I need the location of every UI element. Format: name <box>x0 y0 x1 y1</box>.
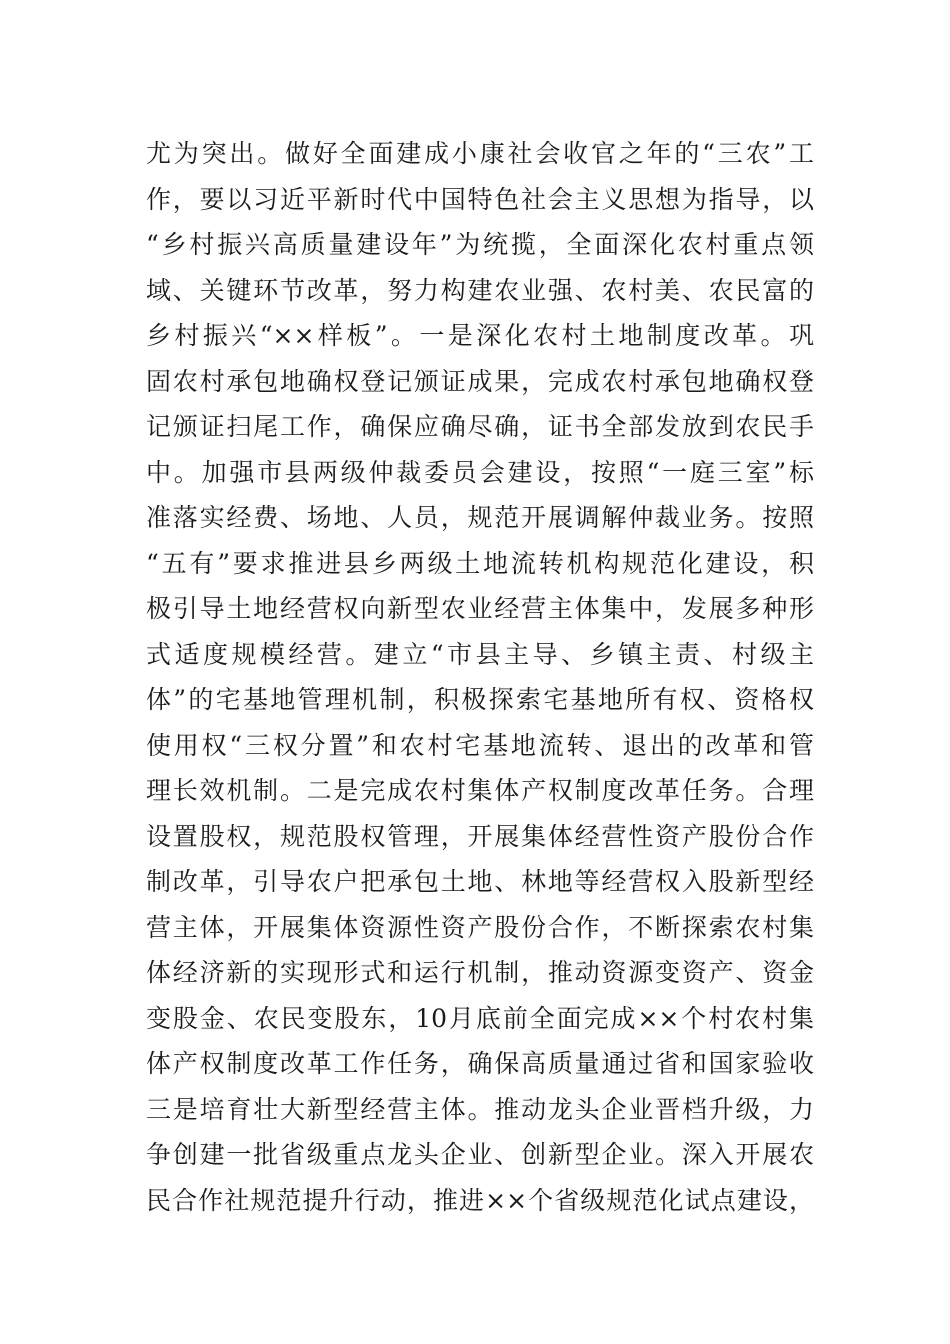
text-line: 尤为突出。做好全面建成小康社会收官之年的“三农”工 <box>146 139 814 168</box>
text-line: 体”的宅基地管理机制，积极探索宅基地所有权、资格权 <box>146 685 814 714</box>
text-line: 设置股权，规范股权管理，开展集体经营性资产股份合作 <box>146 821 814 851</box>
text-line: 乡村振兴“××样板”。一是深化农村土地制度改革。巩 <box>146 321 814 350</box>
text-line: 争创建一批省级重点龙头企业、创新型企业。深入开展农 <box>146 1140 814 1169</box>
text-line: 民合作社规范提升行动，推进××个省级规范化试点建设， <box>146 1185 814 1215</box>
body-text <box>146 131 814 1223</box>
text-line: 域、关键环节改革，努力构建农业强、农村美、农民富的 <box>146 275 814 305</box>
text-line: 体经济新的实现形式和运行机制，推动资源变资产、资金 <box>146 958 814 987</box>
text-line: 固农村承包地确权登记颁证成果，完成农村承包地确权登 <box>146 366 814 396</box>
text-line: 中。加强市县两级仲裁委员会建设，按照“一庭三室”标 <box>146 457 814 487</box>
text-line: “乡村振兴高质量建设年”为统揽，全面深化农村重点领 <box>146 230 814 259</box>
text-line: 变股金、农民变股东，10月底前全面完成××个村农村集 <box>146 1003 814 1033</box>
text-line: 制改革，引导农户把承包土地、林地等经营权入股新型经 <box>146 867 814 896</box>
text-line: “五有”要求推进县乡两级土地流转机构规范化建设，积 <box>146 548 814 578</box>
text-line: 准落实经费、场地、人员，规范开展调解仲裁业务。按照 <box>146 503 814 532</box>
text-line: 使用权“三权分置”和农村宅基地流转、退出的改革和管 <box>146 730 814 760</box>
text-line: 理长效机制。二是完成农村集体产权制度改革任务。合理 <box>146 776 814 805</box>
text-line: 三是培育壮大新型经营主体。推动龙头企业晋档升级，力 <box>146 1094 814 1124</box>
text-line: 体产权制度改革工作任务，确保高质量通过省和国家验收 <box>146 1049 814 1078</box>
text-line: 记颁证扫尾工作，确保应确尽确，证书全部发放到农民手 <box>146 412 814 441</box>
text-line: 作，要以习近平新时代中国特色社会主义思想为指导，以 <box>146 184 814 214</box>
text-line: 极引导土地经营权向新型农业经营主体集中，发展多种形 <box>146 594 814 623</box>
text-line: 营主体，开展集体资源性资产股份合作，不断探索农村集 <box>146 912 814 942</box>
text-line: 式适度规模经营。建立“市县主导、乡镇主责、村级主 <box>146 639 814 669</box>
